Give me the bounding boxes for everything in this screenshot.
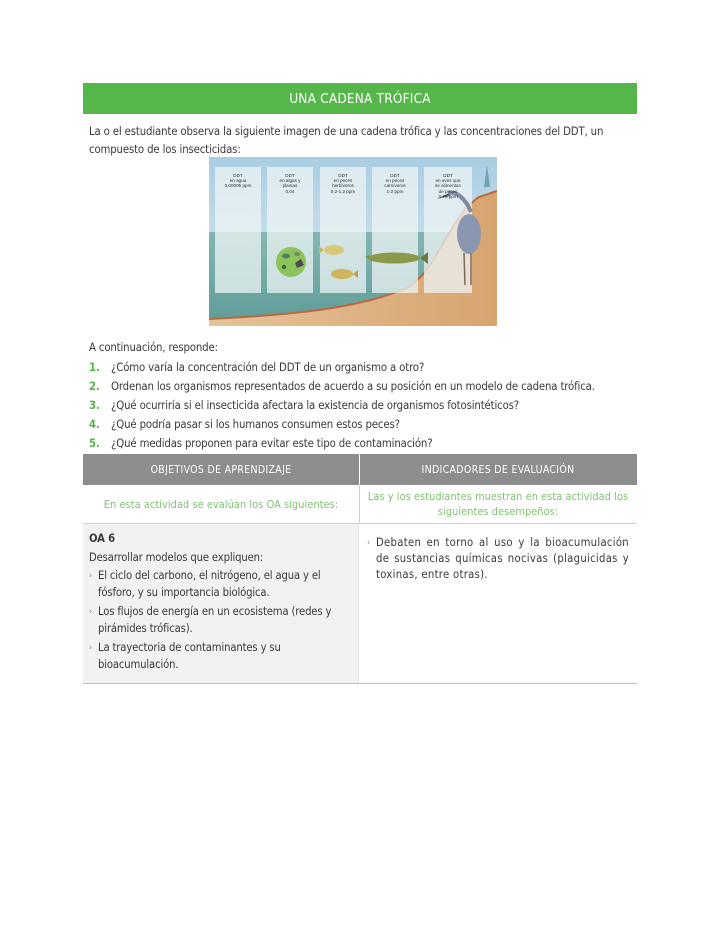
question-number: 1.	[89, 361, 100, 374]
subheader-objectives: En esta actividad se evalúan los OA siguientes:	[83, 485, 360, 523]
indicator-bullet	[367, 535, 629, 583]
objective-code: OA 6	[89, 532, 115, 545]
activity-intro: La o el estudiante observa la siguiente imagen de una cadena trófica y las concentraciones del DDT, un compuesto de los insecticidas:	[89, 125, 604, 156]
label-line: DDT	[285, 173, 295, 178]
ddt-label-algae	[270, 173, 310, 194]
header-learning-objectives: OBJETIVOS DE APRENDIZAJE	[83, 454, 360, 485]
ddt-label-carnivore-fish	[375, 173, 415, 194]
label-line: se alimentan	[434, 183, 462, 189]
bullet-chevron-icon: ›	[89, 571, 93, 581]
label-line: DDT	[233, 173, 243, 178]
label-line: 1-2 ppm	[386, 188, 404, 194]
indicator-cell	[359, 524, 635, 660]
bullet-text: Debaten en torno al uso y la bioacumulación de sustancias químicas nocivas (plaguicidas y toxinas, entre otras).	[376, 536, 629, 581]
label-line: 0,04	[285, 188, 295, 194]
subheader-indicators: Las y los estudiantes muestran en esta actividad los siguientes desempeños:	[367, 490, 629, 518]
activity-title: UNA CADENA TRÓFICA	[289, 90, 431, 107]
question-item	[89, 377, 595, 396]
question-number: 2.	[89, 380, 100, 393]
bullet-text: Los flujos de energía en un ecosistema (redes y pirámides tróficas).	[98, 605, 332, 635]
questions-prompt: A continuación, responde:	[89, 341, 218, 354]
activity-title-bar	[83, 83, 637, 114]
questions-list	[89, 358, 595, 453]
question-number: 4.	[89, 418, 100, 431]
bullet-chevron-icon: ›	[367, 538, 371, 548]
label-line: en peces	[333, 178, 353, 184]
activity-page	[83, 83, 637, 671]
objective-bullets	[89, 568, 352, 673]
question-item	[89, 434, 595, 453]
label-line: carnívoros	[384, 183, 406, 189]
bullet-text: La trayectoria de contaminantes y su bioacumulación.	[98, 641, 281, 671]
table-header-row	[83, 454, 637, 485]
objective-lead: Desarrollar modelos que expliquen:	[89, 550, 264, 564]
question-item	[89, 396, 595, 415]
label-line: en agua	[229, 178, 247, 184]
evaluation-table	[83, 454, 637, 684]
question-text: ¿Cómo varía la concentración del DDT de un organismo a otro?	[111, 361, 425, 374]
label-line: DDT	[338, 173, 348, 178]
question-text: ¿Qué podría pasar si los humanos consumen estos peces?	[111, 418, 400, 431]
label-line: herbívoros	[332, 183, 354, 189]
label-line: 0,2-1,2 ppm	[330, 188, 356, 194]
ddt-label-water	[218, 173, 258, 189]
label-line: 0,00005 ppm	[224, 183, 252, 189]
objective-bullet	[89, 568, 352, 601]
label-line: en aves que	[435, 178, 461, 184]
question-text: ¿Qué ocurriría si el insecticida afectara la existencia de organismos fotosintéticos?	[111, 399, 520, 412]
question-number: 5.	[89, 437, 100, 450]
indicator-bullets	[367, 535, 629, 583]
objective-cell	[83, 524, 359, 683]
label-line: 3-76 ppm	[438, 193, 458, 199]
question-item	[89, 415, 595, 434]
food-chain-figure	[209, 157, 497, 326]
header-evaluation-indicators: INDICADORES DE EVALUACIÓN	[421, 463, 575, 476]
label-line: plantas	[282, 183, 298, 189]
question-text: ¿Qué medidas proponen para evitar este tipo de contaminación?	[111, 437, 433, 450]
label-line: en algas y	[279, 178, 301, 184]
objective-bullet	[89, 640, 352, 673]
question-text: Ordenan los organismos representados de acuerdo a su posición en un modelo de cadena trófica.	[111, 380, 595, 393]
label-line: DDT	[390, 173, 400, 178]
question-item	[89, 358, 595, 377]
ddt-label-birds	[428, 173, 468, 199]
ddt-label-herbivore-fish	[323, 173, 363, 194]
objective-bullet	[89, 604, 352, 637]
label-line: de peces	[438, 188, 458, 194]
bullet-chevron-icon: ›	[89, 643, 93, 653]
table-body-row	[83, 524, 637, 683]
bullet-chevron-icon: ›	[89, 607, 93, 617]
question-number: 3.	[89, 399, 100, 412]
bullet-text: El ciclo del carbono, el nitrógeno, el agua y el fósforo, y su importancia biológica.	[98, 569, 321, 599]
label-line: DDT	[443, 173, 453, 178]
table-subheader-row	[83, 485, 637, 524]
label-line: en peces	[385, 178, 405, 184]
